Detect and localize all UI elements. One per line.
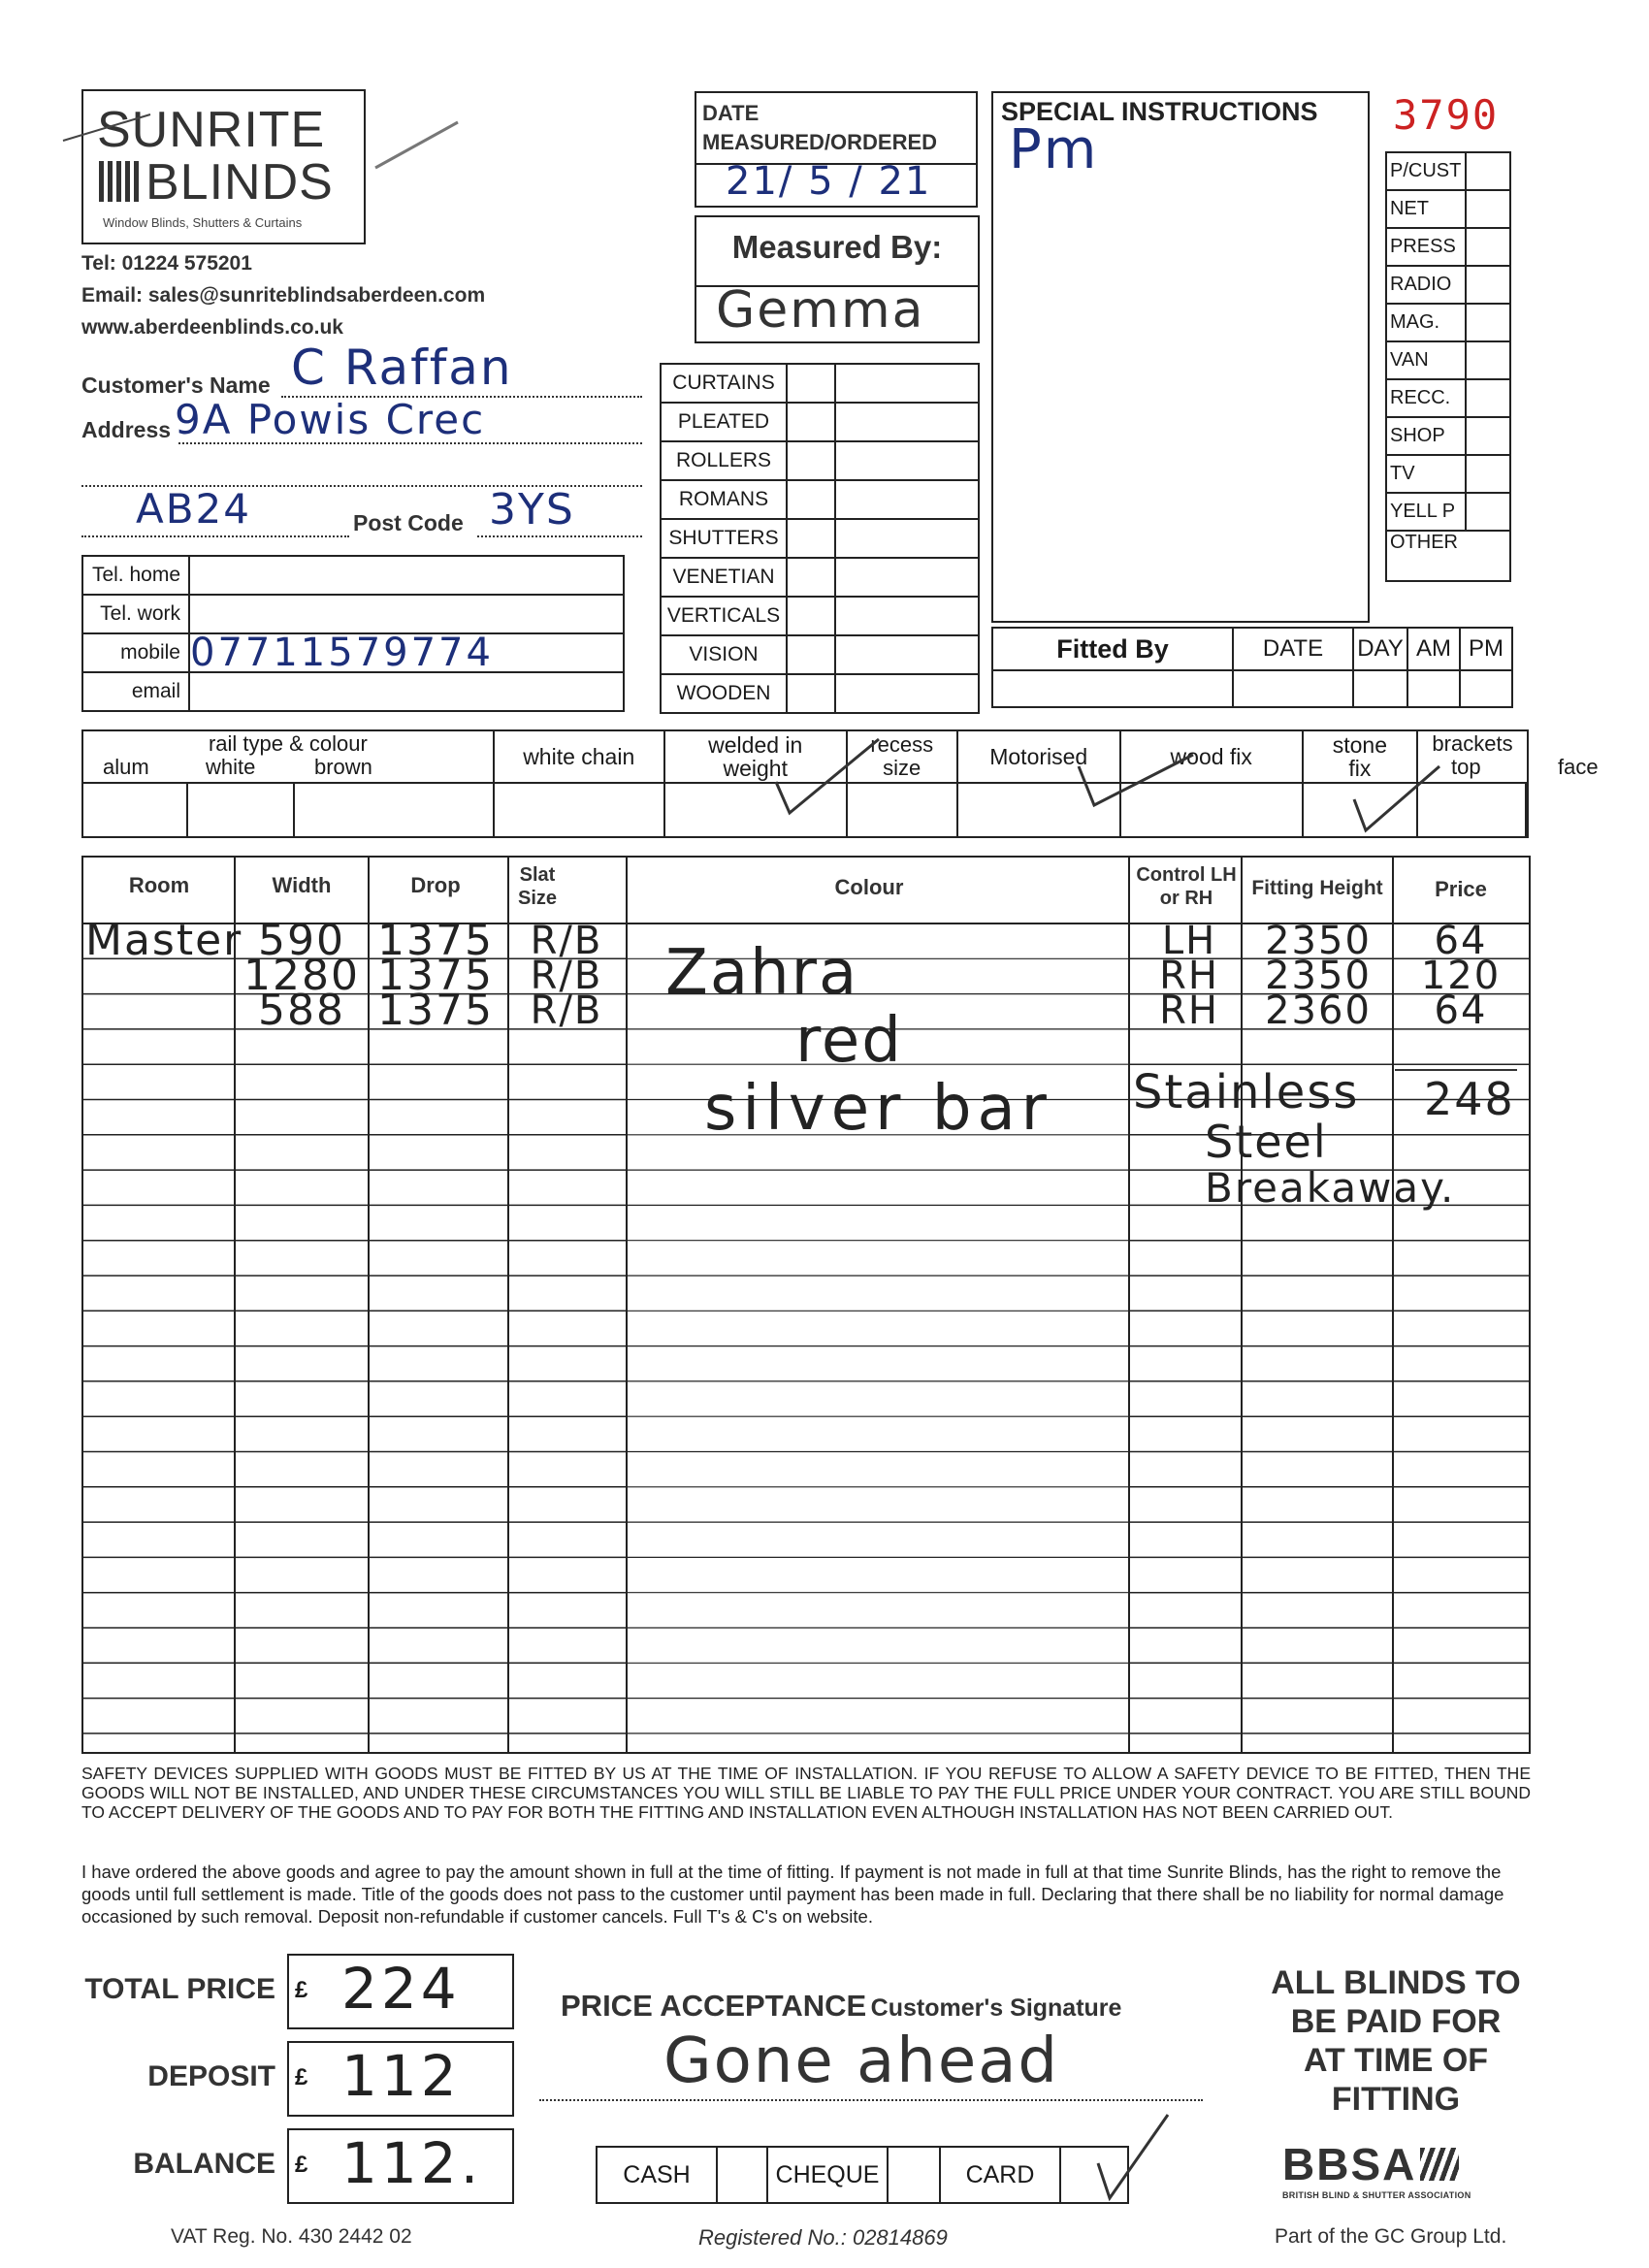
control-note: Steel (1205, 1116, 1328, 1168)
welded-label: welded in weight (664, 730, 847, 783)
control-note: Breakaway. (1205, 1164, 1456, 1212)
total-label: TOTAL PRICE (84, 1973, 275, 2005)
logo-name-line2: BLINDS (146, 154, 334, 211)
row-width: 588 (258, 986, 345, 1035)
source-row (1386, 228, 1510, 266)
fitted-day-label: DAY (1353, 628, 1407, 670)
product-type-row (661, 403, 979, 441)
currency-symbol: £ (295, 1977, 308, 2003)
registered-number: Registered No.: 02814869 (698, 2225, 948, 2250)
source-row (1386, 493, 1510, 531)
white-chain-label: white chain (494, 730, 664, 783)
price-total: 248 (1424, 1073, 1515, 1125)
header-price: Price (1435, 877, 1487, 901)
group-name: Part of the GC Group Ltd. (1275, 2225, 1507, 2248)
product-type-row (661, 519, 979, 558)
product-type-box (787, 674, 835, 713)
source-box (1466, 152, 1510, 190)
alum-box (82, 783, 187, 837)
white-chain-box (494, 783, 664, 837)
phone-label: Tel. work (82, 595, 189, 633)
payment-cheque: CHEQUE (767, 2147, 888, 2203)
source-box (1466, 493, 1510, 531)
product-type-box (787, 480, 835, 519)
source-row (1386, 190, 1510, 228)
product-type-notes (835, 364, 979, 403)
notice-line: BE PAID FOR (1290, 2003, 1502, 2040)
measured-by-label: Measured By: (731, 229, 943, 265)
brown-label: brown (314, 755, 372, 779)
date-value: 21/ 5 / 21 (726, 159, 932, 204)
row-room: Master (85, 916, 243, 965)
check-mark-icon (1088, 2107, 1176, 2204)
signature-line (539, 2099, 1203, 2101)
source-box (1466, 266, 1510, 304)
product-type-row (661, 364, 979, 403)
product-type-label: VERTICALS (661, 597, 787, 635)
row-fitting: 2350 (1265, 954, 1372, 998)
product-types-table (660, 363, 980, 714)
motorised-label: Motorised (957, 730, 1120, 783)
colour-note: Zahra (665, 937, 859, 1009)
source-label: RADIO (1386, 266, 1466, 304)
rail-type-label: rail type & colour (208, 731, 368, 756)
currency-symbol: £ (295, 2152, 308, 2178)
product-type-label: ROLLERS (661, 441, 787, 480)
safety-text: SAFETY DEVICES SUPPLIED WITH GOODS MUST BE FITTED BY US AT THE TIME OF INSTALLATION. IF YOU REFUSE TO ALLOW A SAFETY DEVICE TO BE FITTED, THEN THE GOODS WILL NOT BE INSTALLED, AND UNDER THESE CIRCUMSTANCES YOU WILL STILL BE LIABLE TO PAY THE FULL PRICE UNDER YOUR CONTRACT. YOU ARE STILL BOUND TO ACCEPT DELIVERY OF THE GOODS AND TO PAY FOR BOTH THE FITTING AND INSTALLATION EVEN ALTHOUGH INSTALLATION HAS NOT BEEN CARRIED OUT. (81, 1764, 1531, 1822)
phone-label: email (82, 672, 189, 711)
row-slat: R/B (530, 954, 603, 998)
date-box (695, 91, 978, 208)
source-label: NET (1386, 190, 1466, 228)
bbsa-sub: BRITISH BLIND & SHUTTER ASSOCIATION (1282, 2190, 1471, 2200)
phone-value (189, 595, 624, 633)
source-box (1466, 304, 1510, 341)
source-row (1386, 531, 1510, 581)
product-type-notes (835, 403, 979, 441)
alum-label: alum (103, 755, 149, 779)
row-drop: 1375 (377, 986, 494, 1035)
fitted-date-label: DATE (1233, 628, 1353, 670)
notice-line: FITTING (1331, 2081, 1461, 2118)
product-type-label: WOODEN (661, 674, 787, 713)
postcode-value: 3YS (489, 485, 575, 535)
row-price: 120 (1420, 954, 1502, 998)
company-tel: Tel: 01224 575201 (81, 252, 252, 275)
source-row (1386, 266, 1510, 304)
recess-label: recess size (847, 730, 957, 783)
source-row (1386, 455, 1510, 493)
special-instructions-label: SPECIAL INSTRUCTIONS (1001, 97, 1318, 126)
source-label: SHOP (1386, 417, 1466, 455)
source-label: PRESS (1386, 228, 1466, 266)
top-label: top (1451, 755, 1481, 779)
white-label: white (206, 755, 256, 779)
row-slat: R/B (530, 919, 603, 963)
product-type-box (787, 441, 835, 480)
cell (1233, 670, 1353, 707)
vat-number: VAT Reg. No. 430 2442 02 (171, 2225, 412, 2248)
product-type-notes (835, 441, 979, 480)
signature-value: Gone ahead (663, 2025, 1060, 2097)
address-label: Address (81, 417, 172, 442)
order-number: 3790 (1393, 91, 1500, 139)
terms-text: I have ordered the above goods and agree to pay the amount shown in full at the time of fitting. If payment is not made in full at that time Sunrite Blinds, has the right to remove the goods until full settlement is made. Title of the goods does not pass to the customer until payment has been made in full. Declaring that there shall be no liability for normal damage occasioned by such removal. Deposit non-refundable if customer cancels. Full T's & C's on website. (81, 1862, 1504, 1927)
phone-table (81, 555, 625, 712)
customer-name-value: C Raffan (291, 340, 513, 396)
fitted-pm-label: PM (1460, 628, 1512, 670)
product-type-notes (835, 519, 979, 558)
header-room: Room (128, 873, 190, 897)
payment-table (596, 2146, 1129, 2204)
source-label: YELL P (1386, 493, 1466, 531)
total-value: 112. (341, 2130, 483, 2196)
date-label: DATE MEASURED/ORDERED (702, 101, 938, 154)
colour-note: silver bar (704, 1073, 1052, 1145)
postcode-line (477, 535, 642, 537)
header-slat: Slat Size (517, 864, 558, 909)
source-table (1385, 151, 1511, 582)
cash-box (717, 2147, 767, 2203)
colour-note: red (795, 1005, 903, 1077)
source-label: TV (1386, 455, 1466, 493)
check-mark-icon (772, 733, 889, 821)
bbsa-logo (1282, 2138, 1515, 2200)
bbsa-stripes-icon (1420, 2148, 1459, 2181)
postcode-label: Post Code (353, 510, 464, 535)
logo-tagline: Window Blinds, Shutters & Curtains (103, 215, 303, 230)
product-type-row (661, 597, 979, 635)
notice-line: ALL BLINDS TO (1271, 1964, 1521, 2001)
total-box (287, 1954, 514, 2029)
pen-mark (371, 114, 468, 173)
total-label: DEPOSIT (147, 2060, 275, 2092)
header-width: Width (272, 873, 332, 897)
phone-value (189, 556, 624, 595)
measured-by-box (695, 215, 980, 343)
brown-box (294, 783, 494, 837)
product-type-box (787, 597, 835, 635)
control-note: Stainless (1133, 1065, 1360, 1119)
product-type-label: VENETIAN (661, 558, 787, 597)
source-label: OTHER (1386, 531, 1510, 581)
source-label: VAN (1386, 341, 1466, 379)
source-row (1386, 417, 1510, 455)
product-type-label: PLEATED (661, 403, 787, 441)
row-price: 64 (1434, 919, 1488, 963)
row-price: 64 (1434, 988, 1488, 1033)
row-fitting: 2360 (1265, 988, 1372, 1033)
header-drop: Drop (410, 873, 461, 897)
currency-symbol: £ (295, 2064, 308, 2090)
measurement-table (81, 856, 1531, 1754)
special-instructions-value: Pm (1009, 118, 1099, 181)
product-type-notes (835, 480, 979, 519)
product-type-box (787, 519, 835, 558)
cell (992, 670, 1233, 707)
wood-fix-label: wood fix (1120, 730, 1303, 783)
payment-cash: CASH (597, 2147, 717, 2203)
pen-mark (58, 107, 155, 155)
price-underline (1395, 1069, 1517, 1071)
bbsa-logo-text: BBSA (1282, 2139, 1417, 2189)
logo-stripes-icon (99, 161, 142, 202)
check-mark-icon (1067, 737, 1203, 815)
product-type-row (661, 635, 979, 674)
source-box (1466, 228, 1510, 266)
customer-name-label: Customer's Name (81, 373, 271, 398)
total-label: BALANCE (133, 2148, 275, 2180)
product-type-label: CURTAINS (661, 364, 787, 403)
notice-line: AT TIME OF (1303, 2042, 1489, 2079)
check-mark-icon (1346, 741, 1453, 838)
product-type-notes (835, 635, 979, 674)
total-box (287, 2128, 514, 2204)
product-type-row (661, 480, 979, 519)
product-type-label: VISION (661, 635, 787, 674)
total-box (287, 2041, 514, 2117)
logo-name-line1: SUNRITE (97, 102, 326, 158)
header-colour: Colour (834, 875, 904, 899)
product-type-notes (835, 597, 979, 635)
cell (1407, 670, 1460, 707)
company-email: Email: sales@sunriteblindsaberdeen.com (81, 284, 486, 307)
header-fitting: Fitting Height (1251, 877, 1383, 899)
row-control: RH (1159, 988, 1219, 1033)
cheque-box (888, 2147, 940, 2203)
acceptance-sub: Customer's Signature (870, 1994, 1122, 2022)
row-control: LH (1161, 919, 1217, 963)
acceptance-label: PRICE ACCEPTANCE (561, 1989, 867, 2023)
product-type-row (661, 674, 979, 713)
product-type-box (787, 558, 835, 597)
source-box (1466, 455, 1510, 493)
source-box (1466, 417, 1510, 455)
cell (1353, 670, 1407, 707)
product-type-label: SHUTTERS (661, 519, 787, 558)
product-type-notes (835, 558, 979, 597)
address-value: 9A Powis Crec (175, 396, 486, 443)
header-control: Control LH or RH (1136, 864, 1237, 909)
source-box (1466, 341, 1510, 379)
source-label: P/CUST (1386, 152, 1466, 190)
phone-label: Tel. home (82, 556, 189, 595)
cell (1460, 670, 1512, 707)
source-box (1466, 379, 1510, 417)
total-value: 224 (341, 1956, 461, 2022)
face-box (1526, 783, 1528, 837)
row-drop: 1375 (377, 916, 494, 965)
face-label: face (1558, 755, 1599, 779)
source-row (1386, 304, 1510, 341)
total-value: 112 (341, 2043, 461, 2109)
fitted-by-label: Fitted By (992, 628, 1233, 670)
source-row (1386, 341, 1510, 379)
source-label: MAG. (1386, 304, 1466, 341)
product-type-label: ROMANS (661, 480, 787, 519)
phone-label: mobile (82, 633, 189, 672)
source-row (1386, 152, 1510, 190)
measured-by-value: Gemma (716, 281, 925, 340)
phone-value: 07711579774 (189, 633, 624, 672)
fitted-am-label: AM (1407, 628, 1460, 670)
stone-fix-label: stone fix (1303, 730, 1417, 783)
source-label: RECC. (1386, 379, 1466, 417)
product-type-box (787, 403, 835, 441)
special-instructions-box (991, 91, 1370, 623)
product-type-box (787, 364, 835, 403)
product-type-notes (835, 674, 979, 713)
payment-card: CARD (940, 2147, 1060, 2203)
row-slat: R/B (530, 988, 603, 1033)
row-width: 590 (258, 916, 345, 965)
product-type-row (661, 441, 979, 480)
white-box (187, 783, 294, 837)
brackets-label: brackets (1432, 731, 1513, 756)
row-width: 1280 (243, 951, 360, 1000)
product-type-box (787, 635, 835, 674)
company-website: www.aberdeenblinds.co.uk (81, 316, 343, 339)
price-acceptance (561, 1989, 1121, 2024)
rail-type-cell (82, 730, 494, 783)
source-row (1386, 379, 1510, 417)
postcode-prefix-line (81, 535, 349, 537)
row-control: RH (1159, 954, 1219, 998)
product-type-row (661, 558, 979, 597)
row-fitting: 2350 (1265, 919, 1372, 963)
source-box (1466, 190, 1510, 228)
row-drop: 1375 (377, 951, 494, 1000)
postcode-prefix: AB24 (136, 485, 251, 533)
fitted-by-table (991, 627, 1513, 708)
payment-notice (1224, 1963, 1568, 2119)
phone-value (189, 672, 624, 711)
